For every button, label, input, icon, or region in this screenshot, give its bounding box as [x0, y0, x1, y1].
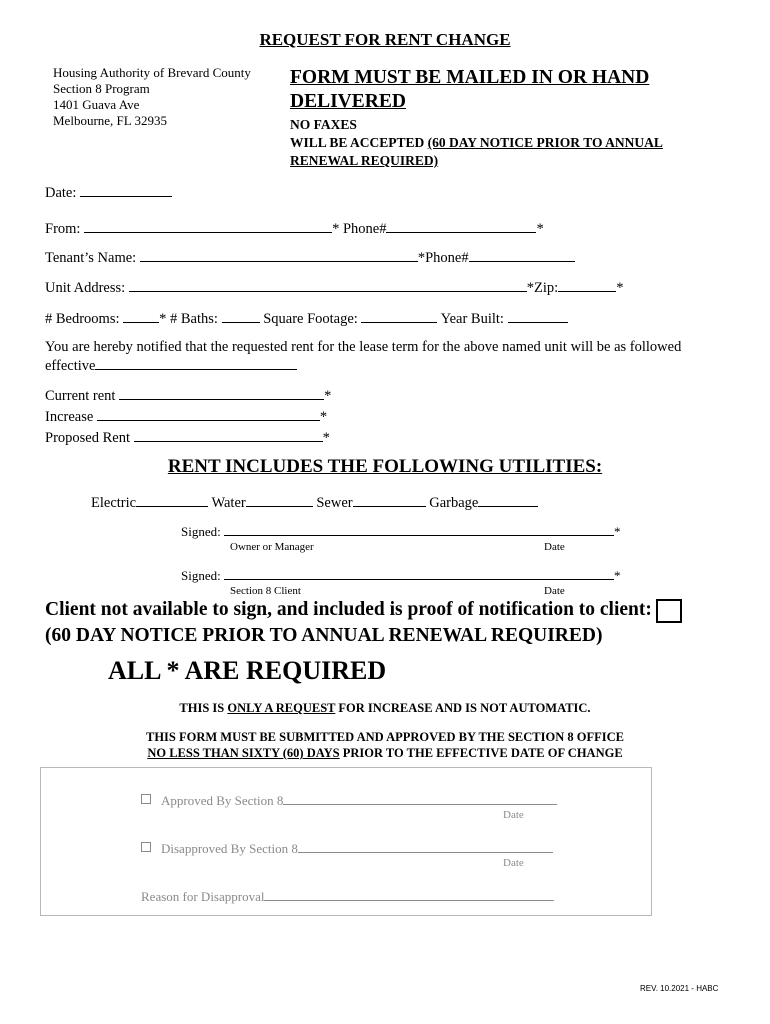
- owner-signature-row: [181, 523, 620, 540]
- client-not-available-checkbox[interactable]: [656, 599, 682, 623]
- reason-field[interactable]: [264, 888, 554, 901]
- client-not-available: [45, 597, 682, 648]
- year-built-field[interactable]: [508, 310, 568, 323]
- date-row: [45, 184, 172, 202]
- rent-amounts: [45, 386, 331, 449]
- from-label: From:: [45, 221, 81, 237]
- only-request-note: THIS IS ONLY A REQUEST FOR INCREASE AND IS NOT AUTOMATIC.: [179, 701, 591, 715]
- owner-signature-field[interactable]: [224, 523, 614, 536]
- effective-date-field[interactable]: [95, 357, 297, 370]
- sewer-field[interactable]: [353, 494, 426, 507]
- utility-sewer: Sewer: [316, 495, 353, 511]
- from-field[interactable]: [84, 220, 332, 233]
- submission-line-2: NO LESS THAN SIXTY (60) DAYS PRIOR TO THE EFFECTIVE DATE OF CHANGE: [147, 746, 623, 760]
- unit-address-label: Unit Address:: [45, 280, 126, 296]
- bedrooms-label: # Bedrooms:: [45, 311, 120, 327]
- mail-notice: FORM MUST BE MAILED IN OR HAND DELIVERED: [290, 67, 650, 112]
- zip-label: *Zip:: [526, 280, 559, 296]
- date-field[interactable]: [80, 184, 172, 197]
- tenant-name-label: Tenant’s Name:: [45, 250, 137, 266]
- client-signature-field[interactable]: [224, 567, 614, 580]
- zip-field[interactable]: [558, 279, 616, 292]
- submission-note: [0, 729, 770, 761]
- increase-label: Increase: [45, 409, 94, 425]
- statement-text: You are hereby notified that the requested rent for the lease term for the above named unit will be as followed: [45, 339, 682, 355]
- proposed-rent-field[interactable]: [134, 429, 323, 442]
- client-not-available-text: Client not available to sign, and included is proof of notification to client:: [45, 599, 652, 620]
- utilities-heading: RENT INCLUDES THE FOLLOWING UTILITIES:: [167, 456, 603, 477]
- no-faxes: NO FAXES: [290, 117, 357, 132]
- disapproved-label: Disapproved By Section 8: [161, 841, 298, 856]
- agency-street: 1401 Guava Ave: [53, 97, 140, 112]
- water-field[interactable]: [246, 494, 313, 507]
- approved-label: Approved By Section 8: [161, 793, 284, 808]
- required-star: *: [319, 409, 328, 425]
- client-signature-row: [181, 567, 620, 584]
- owner-date-caption: Date: [544, 541, 565, 553]
- year-built-label: Year Built:: [440, 311, 504, 327]
- date-label: Date:: [45, 185, 77, 201]
- required-star: *: [536, 221, 544, 237]
- agency-program: Section 8 Program: [53, 81, 150, 96]
- current-rent-label: Current rent: [45, 388, 116, 404]
- increase-field[interactable]: [97, 408, 320, 421]
- utility-water: Water: [211, 495, 246, 511]
- unit-details-row: [45, 310, 568, 328]
- disapproved-checkbox[interactable]: [141, 842, 151, 852]
- tenant-phone-label: *Phone#: [417, 250, 469, 266]
- utility-electric: Electric: [91, 495, 137, 511]
- tenant-phone-field[interactable]: [469, 249, 575, 262]
- required-star: *: [616, 280, 624, 296]
- from-phone-field[interactable]: [386, 220, 536, 233]
- current-rent-field[interactable]: [119, 387, 324, 400]
- form-title: REQUEST FOR RENT CHANGE: [259, 30, 511, 49]
- proposed-rent-label: Proposed Rent: [45, 430, 130, 446]
- approved-checkbox[interactable]: [141, 794, 151, 804]
- signed-label: Signed:: [181, 524, 221, 539]
- rent-statement: [45, 338, 681, 376]
- agency-address: [53, 65, 251, 129]
- baths-label: * # Baths:: [159, 311, 218, 327]
- sqft-field[interactable]: [361, 310, 437, 323]
- submission-line-1: THIS FORM MUST BE SUBMITTED AND APPROVED BY THE SECTION 8 OFFICE: [146, 730, 624, 744]
- agency-city: Melbourne, FL 32935: [53, 113, 167, 128]
- approved-date-caption: Date: [503, 809, 524, 821]
- unit-address-field[interactable]: [129, 279, 527, 292]
- sixty-day-notice: (60 DAY NOTICE PRIOR TO ANNUAL RENEWAL REQUIRED): [45, 624, 603, 646]
- sixty-day-note: WILL BE ACCEPTED (60 DAY NOTICE PRIOR TO ANNUAL RENEWAL REQUIRED): [290, 135, 663, 168]
- required-star: *: [324, 388, 332, 404]
- delivery-notice: [290, 66, 730, 170]
- required-star: *: [613, 524, 621, 539]
- from-row: [45, 220, 544, 238]
- disapproved-row: [141, 840, 553, 857]
- disapproved-field[interactable]: [298, 840, 553, 853]
- required-star: *: [613, 568, 621, 583]
- office-use-box: [40, 767, 652, 916]
- approved-row: [141, 792, 557, 809]
- all-required-heading: ALL * ARE REQUIRED: [108, 656, 387, 685]
- tenant-row: [45, 249, 575, 267]
- reason-label: Reason for Disapproval: [141, 889, 265, 904]
- client-caption: Section 8 Client: [230, 585, 301, 597]
- effective-label: effective: [45, 358, 96, 374]
- electric-field[interactable]: [136, 494, 208, 507]
- bedrooms-field[interactable]: [123, 310, 159, 323]
- signed-label: Signed:: [181, 568, 221, 583]
- revision-note: REV. 10.2021 - HABC: [640, 984, 719, 993]
- utility-garbage: Garbage: [429, 495, 479, 511]
- utilities-row: [91, 494, 538, 512]
- baths-field[interactable]: [222, 310, 260, 323]
- phone-label: * Phone#: [332, 221, 387, 237]
- sqft-label: Square Footage:: [263, 311, 358, 327]
- tenant-name-field[interactable]: [140, 249, 418, 262]
- approved-field[interactable]: [283, 792, 557, 805]
- agency-name: Housing Authority of Brevard County: [53, 65, 251, 80]
- required-star: *: [322, 430, 330, 446]
- disapproved-date-caption: Date: [503, 857, 524, 869]
- owner-caption: Owner or Manager: [230, 541, 314, 553]
- reason-row: [141, 888, 554, 905]
- unit-address-row: [45, 279, 623, 297]
- garbage-field[interactable]: [478, 494, 538, 507]
- client-date-caption: Date: [544, 585, 565, 597]
